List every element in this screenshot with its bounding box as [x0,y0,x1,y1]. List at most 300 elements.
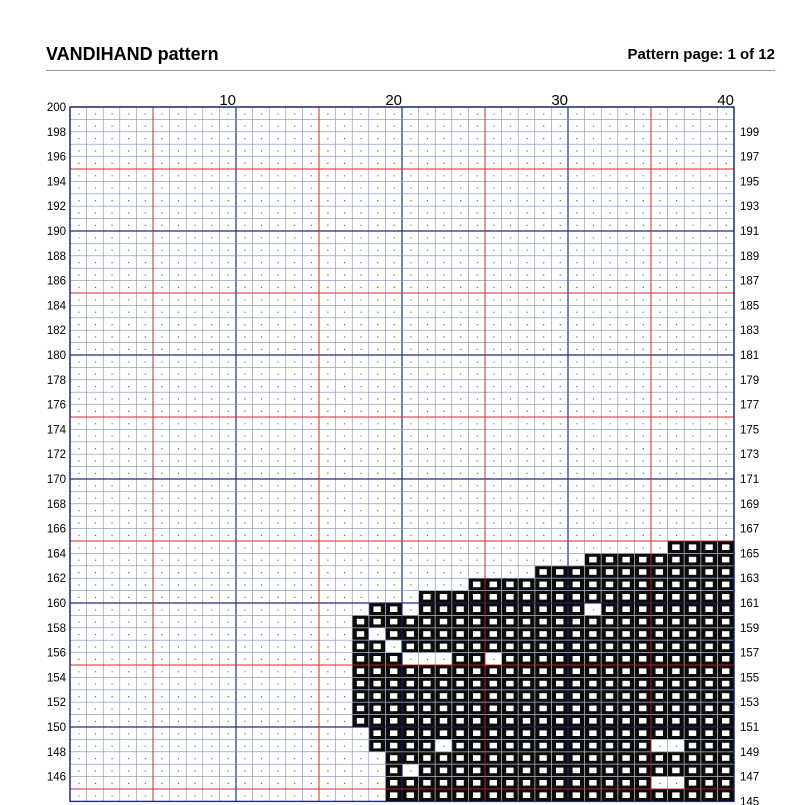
stitch-hole [456,780,463,786]
row-label-left: 182 [46,325,66,338]
stitch-hole [556,656,563,662]
stitch-hole [589,582,596,588]
stitch-hole [440,706,447,712]
stitch-hole [390,718,397,724]
row-label-left: 160 [46,598,66,610]
stitch-hole [589,569,596,575]
stitch-hole [456,681,463,687]
stitch-hole [506,631,513,637]
stitch-hole [407,718,414,724]
stitch-hole [589,768,596,774]
stitch-hole [390,706,397,712]
stitch-hole [523,730,530,736]
stitch-hole [440,755,447,761]
stitch-hole [639,706,646,712]
stitch-hole [622,582,629,588]
stitch-hole [689,780,696,786]
stitch-hole [705,693,712,699]
stitch-hole [539,792,546,798]
stitch-hole [423,693,430,699]
stitch-hole [539,569,546,575]
row-label-left: 192 [46,201,66,214]
stitch-hole [689,544,696,550]
stitch-hole [689,743,696,749]
stitch-hole [506,582,513,588]
stitch-hole [506,681,513,687]
stitch-hole [689,681,696,687]
stitch-hole [473,594,480,600]
stitch-hole [490,730,497,736]
stitch-hole [456,792,463,798]
stitch-hole [622,755,629,761]
stitch-hole [539,730,546,736]
stitch-hole [573,755,580,761]
stitch-hole [556,693,563,699]
stitch-hole [490,668,497,674]
stitch-hole [722,768,729,774]
stitch-hole [705,743,712,749]
stitch-hole [656,718,663,724]
row-label-left: 154 [46,672,66,685]
stitch-hole [539,619,546,625]
stitch-hole [539,768,546,774]
stitch-hole [490,755,497,761]
stitch-hole [373,656,380,662]
row-label-right: 191 [740,226,760,238]
stitch-hole [556,668,563,674]
stitch-hole [523,681,530,687]
stitch-hole [689,631,696,637]
stitch-hole [606,693,613,699]
stitch-hole [722,644,729,650]
stitch-hole [656,594,663,600]
stitch-hole [639,681,646,687]
stitch-hole [473,668,480,674]
stitch-hole [705,755,712,761]
stitch-hole [423,730,430,736]
stitch-hole [722,718,729,724]
stitch-hole [523,768,530,774]
stitch-hole [589,557,596,563]
stitch-hole [722,606,729,612]
stitch-hole [506,730,513,736]
stitch-hole [456,606,463,612]
row-label-left: 200 [46,102,66,114]
stitch-hole [473,693,480,699]
stitch-hole [672,768,679,774]
stitch-hole [639,780,646,786]
stitch-hole [456,718,463,724]
stitch-hole [705,644,712,650]
stitch-hole [656,619,663,625]
stitch-hole [523,668,530,674]
stitch-hole [722,730,729,736]
stitch-hole [722,557,729,563]
stitch-hole [672,619,679,625]
stitch-hole [440,594,447,600]
row-label-right: 187 [740,275,760,288]
stitch-hole [656,693,663,699]
stitch-hole [490,619,497,625]
stitch-hole [606,644,613,650]
row-label-right: 167 [740,523,760,536]
stitch-hole [473,718,480,724]
stitch-hole [589,656,596,662]
stitch-hole [722,582,729,588]
stitch-hole [473,644,480,650]
row-label-right: 149 [740,746,760,759]
stitch-hole [523,743,530,749]
stitch-hole [506,768,513,774]
stitch-hole [589,718,596,724]
stitch-hole [357,693,364,699]
stitch-hole [357,681,364,687]
stitch-hole [689,792,696,798]
stitch-hole [622,743,629,749]
stitch-hole [672,668,679,674]
column-label: 40 [717,92,735,109]
stitch-hole [523,631,530,637]
stitch-hole [456,743,463,749]
stitch-hole [705,668,712,674]
stitch-hole [506,755,513,761]
stitch-hole [490,582,497,588]
stitch-hole [589,693,596,699]
row-label-right: 199 [740,126,760,139]
stitch-hole [606,668,613,674]
stitch-hole [539,631,546,637]
stitch-hole [689,569,696,575]
stitch-hole [556,631,563,637]
stitch-hole [539,706,546,712]
stitch-hole [705,606,712,612]
stitch-hole [639,606,646,612]
row-label-left: 186 [46,275,66,288]
column-label: 10 [219,92,237,109]
stitch-hole [473,780,480,786]
stitch-hole [606,606,613,612]
stitch-hole [523,780,530,786]
column-label: 30 [551,92,569,109]
column-label: 20 [385,92,403,109]
stitch-hole [622,681,629,687]
stitch-hole [639,656,646,662]
stitch-hole [539,693,546,699]
stitch-hole [589,644,596,650]
stitch-hole [606,631,613,637]
stitch-hole [689,644,696,650]
stitch-hole [622,718,629,724]
stitch-hole [722,656,729,662]
stitch-hole [539,644,546,650]
stitch-hole [490,706,497,712]
stitch-hole [556,681,563,687]
row-label-left: 146 [46,771,66,784]
stitch-hole [407,755,414,761]
stitch-hole [622,557,629,563]
row-label-right: 175 [740,424,760,437]
stitch-hole [606,780,613,786]
row-label-left: 162 [46,573,66,586]
stitch-hole [573,594,580,600]
stitch-hole [456,730,463,736]
stitch-hole [490,606,497,612]
stitch-hole [456,706,463,712]
stitch-hole [423,594,430,600]
stitch-hole [672,681,679,687]
stitch-hole [589,681,596,687]
row-label-right: 145 [740,796,760,805]
stitch-hole [407,706,414,712]
stitch-hole [556,582,563,588]
row-label-right: 159 [740,622,760,635]
stitch-hole [373,644,380,650]
stitch-hole [440,768,447,774]
stitch-hole [440,792,447,798]
stitch-hole [689,619,696,625]
stitch-hole [573,718,580,724]
stitch-hole [523,644,530,650]
stitch-hole [456,693,463,699]
row-label-left: 184 [46,300,66,313]
stitch-hole [373,619,380,625]
stitch-hole [539,755,546,761]
stitch-hole [573,644,580,650]
stitch-hole [573,768,580,774]
stitch-hole [573,606,580,612]
stitch-hole [539,718,546,724]
stitch-hole [573,743,580,749]
stitch-hole [539,606,546,612]
stitch-hole [639,693,646,699]
stitch-hole [639,755,646,761]
pattern-title: VANDIHAND pattern [46,44,219,64]
stitch-hole [672,644,679,650]
row-label-right: 193 [740,201,760,214]
stitch-hole [539,780,546,786]
stitch-hole [573,656,580,662]
stitch-hole [606,557,613,563]
stitch-hole [473,619,480,625]
stitch-hole [639,644,646,650]
stitch-hole [722,631,729,637]
stitch-hole [639,792,646,798]
stitch-hole [639,768,646,774]
row-label-right: 153 [740,697,760,710]
stitch-hole [573,706,580,712]
stitch-hole [589,594,596,600]
stitch-hole [606,582,613,588]
stitch-hole [473,755,480,761]
row-label-right: 169 [740,498,760,511]
stitch-hole [722,544,729,550]
stitch-hole [423,768,430,774]
stitch-hole [556,569,563,575]
stitch-hole [672,569,679,575]
stitch-hole [473,768,480,774]
row-label-right: 189 [740,250,760,263]
stitch-hole [539,656,546,662]
stitch-hole [672,557,679,563]
row-label-left: 150 [46,722,66,734]
stitch-hole [573,631,580,637]
stitch-hole [589,743,596,749]
stitch-hole [506,780,513,786]
stitch-hole [556,644,563,650]
stitch-hole [705,569,712,575]
row-label-right: 155 [740,672,760,685]
row-label-right: 171 [740,474,760,486]
stitch-hole [722,594,729,600]
stitch-hole [622,668,629,674]
stitch-hole [390,693,397,699]
stitch-hole [656,631,663,637]
stitch-hole [373,681,380,687]
stitch-hole [672,755,679,761]
stitch-hole [656,557,663,563]
stitch-hole [506,606,513,612]
stitch-hole [490,631,497,637]
stitch-hole [473,656,480,662]
stitch-hole [357,656,364,662]
stitch-hole [639,668,646,674]
row-label-left: 164 [46,548,66,561]
stitch-hole [440,780,447,786]
stitch-hole [656,656,663,662]
stitch-hole [689,706,696,712]
stitch-hole [539,668,546,674]
stitch-hole [440,619,447,625]
stitch-hole [373,718,380,724]
stitch-hole [390,681,397,687]
stitch-hole [622,594,629,600]
row-label-right: 151 [740,722,760,734]
stitch-hole [357,619,364,625]
stitch-hole [407,668,414,674]
stitch-hole [639,718,646,724]
stitch-hole [705,792,712,798]
stitch-hole [606,768,613,774]
stitch-hole [407,792,414,798]
stitch-hole [689,755,696,761]
row-label-left: 170 [46,474,66,486]
stitch-hole [373,668,380,674]
stitch-hole [622,706,629,712]
stitch-hole [656,730,663,736]
stitch-hole [407,730,414,736]
stitch-hole [357,644,364,650]
stitch-hole [506,644,513,650]
stitch-hole [606,569,613,575]
stitch-hole [589,619,596,625]
stitch-hole [390,631,397,637]
stitch-hole [390,668,397,674]
stitch-hole [423,706,430,712]
stitch-hole [589,755,596,761]
stitch-hole [672,631,679,637]
stitch-hole [689,730,696,736]
stitch-hole [606,706,613,712]
row-label-left: 198 [46,126,66,139]
stitch-hole [622,569,629,575]
stitch-hole [556,743,563,749]
stitch-hole [606,656,613,662]
stitch-hole [523,755,530,761]
stitch-hole [639,594,646,600]
stitch-hole [523,594,530,600]
row-label-right: 165 [740,548,760,561]
page-indicator: Pattern page: 1 of 12 [627,46,775,63]
stitch-hole [556,768,563,774]
stitch-hole [722,693,729,699]
stitch-hole [672,718,679,724]
stitch-hole [573,569,580,575]
stitch-hole [523,619,530,625]
stitch-hole [357,718,364,724]
stitch-hole [656,792,663,798]
stitch-hole [390,619,397,625]
stitch-hole [407,644,414,650]
stitch-hole [606,743,613,749]
row-label-left: 194 [46,176,66,189]
stitch-hole [556,606,563,612]
stitch-hole [407,681,414,687]
stitch-hole [506,668,513,674]
stitch-hole [390,792,397,798]
stitch-hole [722,619,729,625]
stitch-hole [556,780,563,786]
stitch-hole [490,780,497,786]
stitch-hole [622,619,629,625]
stitch-hole [440,730,447,736]
stitch-hole [573,693,580,699]
row-label-right: 147 [740,771,760,784]
stitch-hole [622,768,629,774]
stitch-hole [373,693,380,699]
stitch-hole [506,619,513,625]
stitch-hole [490,594,497,600]
stitch-hole [656,606,663,612]
stitch-hole [722,792,729,798]
stitch-hole [357,706,364,712]
stitch-hole [606,730,613,736]
stitch-hole [672,606,679,612]
stitch-hole [473,582,480,588]
stitch-hole [440,644,447,650]
stitch-hole [407,743,414,749]
stitch-hole [456,668,463,674]
stitch-hole [490,768,497,774]
stitch-hole [539,681,546,687]
stitch-hole [490,743,497,749]
row-label-left: 152 [46,697,66,710]
stitch-hole [722,755,729,761]
stitch-hole [589,706,596,712]
stitch-hole [390,755,397,761]
stitch-hole [423,606,430,612]
stitch-hole [722,569,729,575]
row-label-left: 148 [46,746,66,759]
stitch-hole [440,631,447,637]
stitch-hole [639,619,646,625]
stitch-hole [722,706,729,712]
row-label-right: 173 [740,449,760,462]
stitch-hole [506,594,513,600]
stitch-hole [456,768,463,774]
row-label-left: 188 [46,250,66,263]
stitch-hole [672,706,679,712]
stitch-hole [490,718,497,724]
